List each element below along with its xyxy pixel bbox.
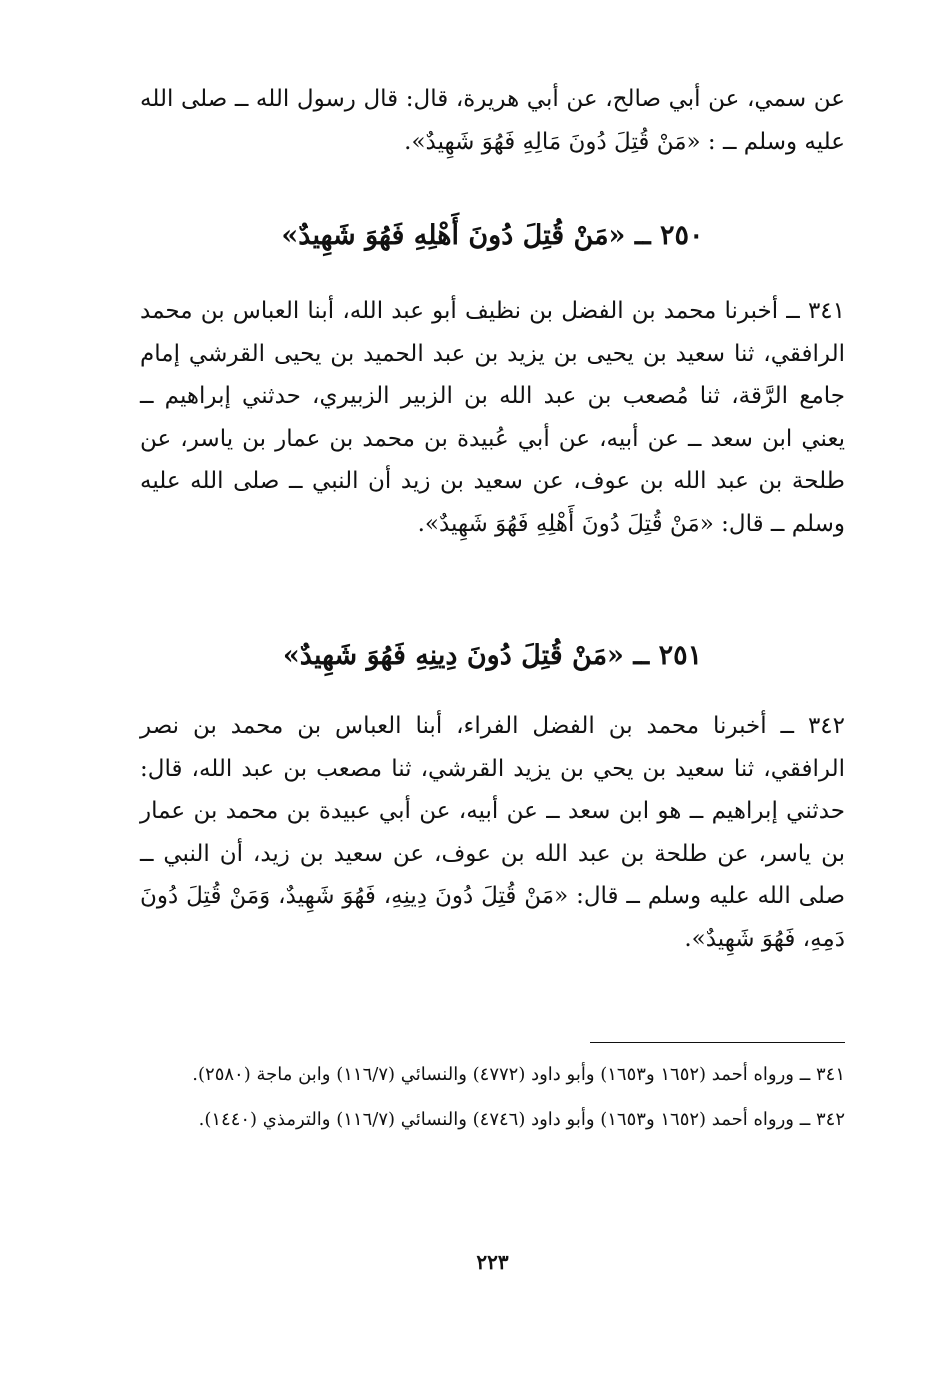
hadith-paragraph: ٣٤٢ ــ أخبرنا محمد بن الفضل الفراء، أبنا العباس بن محمد بن نصر الرافقي، ثنا سعيد بن يحي بن يزيد القرشي، ثنا مصعب بن عبد الله، قال: حدثني إبراهيم ــ هو ابن سعد ــ عن أبيه، عن أبي عبيدة بن محمد بن عمار بن ياسر، عن طلحة بن عبد الله بن عوف، عن سعيد بن زيد، أن النبي ــ صلى الله عليه وسلم ــ قال: «مَنْ قُتِلَ دُونَ دِينِهِ، فَهُوَ شَهِيدٌ، وَمَنْ قُتِلَ دُونَ دَمِهِ، فَهُوَ شَهِيدٌ». bbox=[140, 713, 845, 952]
hadith-paragraph: ٣٤١ ــ أخبرنا محمد بن الفضل بن نظيف أبو عبد الله، أبنا العباس بن محمد الرافقي، ثنا سعيد بن يحيى بن يزيد بن عبد الحميد بن يحيى القرشي إمام جامع الرَّقة، ثنا مُصعب بن عبد الله بن الزبير الزبيري، حدثني إبراهيم ــ يعني ابن سعد ــ عن أبيه، عن أبي عُبيدة بن محمد بن عمار بن ياسر، عن طلحة بن عبد الله بن عوف، عن سعيد بن زيد أن النبي ــ صلى الله عليه وسلم ــ قال: «مَنْ قُتِلَ دُونَ أَهْلِهِ فَهُوَ شَهِيدٌ». bbox=[140, 298, 845, 537]
page-number: ٢٢٣ bbox=[476, 1250, 509, 1274]
footnotes bbox=[140, 1058, 845, 1136]
hadith-342 bbox=[140, 705, 845, 960]
intro-block bbox=[140, 78, 845, 163]
intro-paragraph: عن سمي، عن أبي صالح، عن أبي هريرة، قال: قال رسول الله ــ صلى الله عليه وسلم ــ : «مَنْ قُتِلَ دُونَ مَالِهِ فَهُوَ شَهِيدٌ». bbox=[140, 86, 845, 155]
footnote: ٣٤١ ــ ورواه أحمد (١٦٥٢ و١٦٥٣) وأبو داود (٤٧٧٢) والنسائي (١١٦/٧) وابن ماجة (٢٥٨٠). bbox=[192, 1064, 845, 1085]
section-251 bbox=[140, 640, 845, 671]
section-heading: ٢٥٠ ــ «مَنْ قُتِلَ دُونَ أَهْلِهِ فَهُوَ شَهِيدٌ» bbox=[281, 220, 704, 251]
section-250 bbox=[140, 220, 845, 251]
book-page bbox=[140, 78, 845, 1348]
footnote-divider bbox=[590, 1042, 845, 1043]
hadith-341 bbox=[140, 290, 845, 545]
footnote: ٣٤٢ ــ ورواه أحمد (١٦٥٢ و١٦٥٣) وأبو داود (٤٧٤٦) والنسائي (١١٦/٧) والترمذي (١٤٤٠). bbox=[198, 1109, 845, 1130]
section-heading: ٢٥١ ــ «مَنْ قُتِلَ دُونَ دِينِهِ فَهُوَ شَهِيدٌ» bbox=[282, 640, 703, 671]
